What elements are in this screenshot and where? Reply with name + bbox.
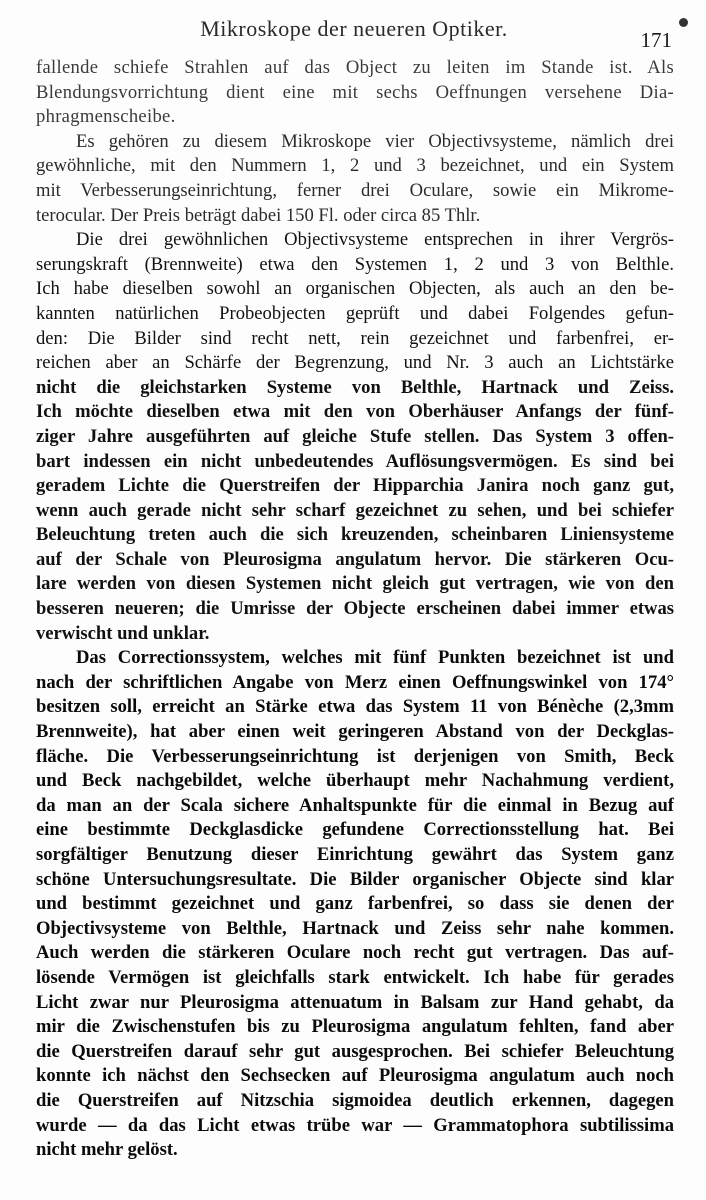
page-header	[36, 12, 672, 52]
text-line: Beleuchtung treten auch die sich kreuzenden, scheinbaren Liniensysteme	[36, 524, 674, 546]
text-line: kannten natürlichen Probeobjecten geprüft und dabei Folgendes gefun-	[36, 302, 674, 324]
text-line: fläche. Die Verbesserungseinrichtung ist derjenigen von Smith, Beck	[36, 745, 674, 767]
text-line: ziger Jahre ausgeführten auf gleiche Stufe stellen. Das System 3 offen-	[36, 425, 674, 447]
text-line: besseren neueren; die Umrisse der Objecte erscheinen dabei immer etwas	[36, 598, 674, 620]
text-line: eine bestimmte Deckglasdicke gefundene Correctionsstellung hat. Bei	[36, 819, 674, 841]
page-number: 171	[640, 28, 672, 52]
text-line: wenn auch gerade nicht sehr scharf gezeichnet zu sehen, und bei schiefer	[36, 499, 674, 521]
text-line: bart indessen ein nicht unbedeutendes Auflösungsvermögen. Es sind bei	[36, 450, 674, 472]
text-line: Ich möchte dieselben etwa mit den von Oberhäuser Anfangs der fünf-	[36, 401, 674, 423]
text-line: lösende Vermögen ist gleichfalls stark entwickelt. Ich habe für gerades	[36, 966, 674, 988]
text-line: und Beck nachgebildet, welche überhaupt mehr Nachahmung verdient,	[36, 770, 674, 792]
text-line: sorgfältiger Benutzung dieser Einrichtung gewährt das System ganz	[36, 844, 674, 865]
text-line: Licht zwar nur Pleurosigma attenuatum in Balsam zur Hand gehabt, da	[36, 991, 674, 1013]
text-line: verwischt und unklar.	[36, 622, 210, 644]
text-line: fallende schiefe Strahlen auf das Object zu leiten im Stande ist. Als	[36, 57, 674, 78]
text-line: konnte ich nächst den Sechsecken auf Pleurosigma angulatum auch noch	[36, 1065, 674, 1087]
text-line: terocular. Der Preis beträgt dabei 150 Fl. oder circa 85 Thlr.	[36, 204, 481, 226]
paragraph-2	[36, 130, 674, 228]
text-line: Es gehören zu diesem Mikroskope vier Objectivsysteme, nämlich drei	[76, 130, 674, 152]
paragraph-1	[36, 56, 674, 130]
text-line: die Querstreifen auf Nitzschia sigmoidea deutlich erkennen, dagegen	[36, 1089, 674, 1111]
text-line: da man an der Scala sichere Anhaltspunkte für die einmal in Bezug auf	[36, 794, 674, 816]
text-line: nicht mehr gelöst.	[36, 1139, 178, 1161]
text-line: geradem Lichte die Querstreifen der Hipparchia Janira noch ganz gut,	[36, 475, 674, 497]
text-line: mir die Zwischenstufen bis zu Pleurosigma angulatum fehlten, fand aber	[36, 1016, 674, 1038]
body-text	[36, 56, 674, 1163]
ink-spot	[679, 18, 688, 27]
text-line: auf der Schale von Pleurosigma angulatum hervor. Die stärkeren Ocu-	[36, 548, 674, 570]
text-line: gewöhnliche, mit den Nummern 1, 2 und 3 bezeichnet, und ein System	[36, 155, 674, 177]
text-line: wurde — da das Licht etwas trübe war — Grammatophora subtilissima	[36, 1114, 674, 1136]
text-line: mit Verbesserungseinrichtung, ferner drei Oculare, sowie ein Mikrome-	[36, 179, 674, 201]
text-line: Objectivsysteme von Belthle, Hartnack und Zeiss sehr nahe kommen.	[36, 917, 674, 939]
text-line: reichen aber an Schärfe der Begrenzung, und Nr. 3 auch an Lichtstärke	[36, 352, 674, 374]
text-line: besitzen soll, erreicht an Stärke etwa das System 11 von Bénèche (2,3mm	[36, 696, 674, 718]
text-line: schöne Untersuchungsresultate. Die Bilder organischer Objecte sind klar	[36, 868, 674, 890]
text-line: Das Correctionssystem, welches mit fünf Punkten bezeichnet ist und	[76, 647, 674, 669]
text-line: nicht die gleichstarken Systeme von Belthle, Hartnack und Zeiss.	[36, 376, 674, 398]
text-line: und bestimmt gezeichnet und ganz farbenfrei, so dass sie denen der	[36, 893, 674, 915]
paragraph-3	[36, 228, 674, 646]
text-line: die Querstreifen darauf sehr gut ausgesprochen. Bei schiefer Beleuchtung	[36, 1040, 674, 1062]
text-line: nach der schriftlichen Angabe von Merz einen Oeffnungswinkel von 174°	[36, 671, 674, 693]
text-line: Auch werden die stärkeren Oculare noch recht gut vertragen. Das auf-	[36, 942, 674, 964]
text-line: serungskraft (Brennweite) etwa den Systemen 1, 2 und 3 von Belthle.	[36, 253, 674, 275]
text-line: Blendungsvorrichtung dient eine mit sechs Oeffnungen versehene Dia-	[36, 81, 674, 103]
text-line: phragmenscheibe.	[36, 106, 176, 128]
text-line: Die drei gewöhnlichen Objectivsysteme entsprechen in ihrer Vergrös-	[76, 229, 674, 251]
text-line: Brennweite), hat aber einen weit geringeren Abstand von der Deckglas-	[36, 721, 674, 743]
text-line: Ich habe dieselben sowohl an organischen Objecten, als auch an den be-	[36, 278, 674, 300]
running-title: Mikroskope der neueren Optiker.	[200, 16, 508, 41]
paragraph-4	[36, 646, 674, 1162]
text-line: den: Die Bilder sind recht nett, rein gezeichnet und farbenfrei, er-	[36, 327, 674, 349]
text-line: lare werden von diesen Systemen nicht gleich gut vertragen, wie von den	[36, 573, 674, 595]
